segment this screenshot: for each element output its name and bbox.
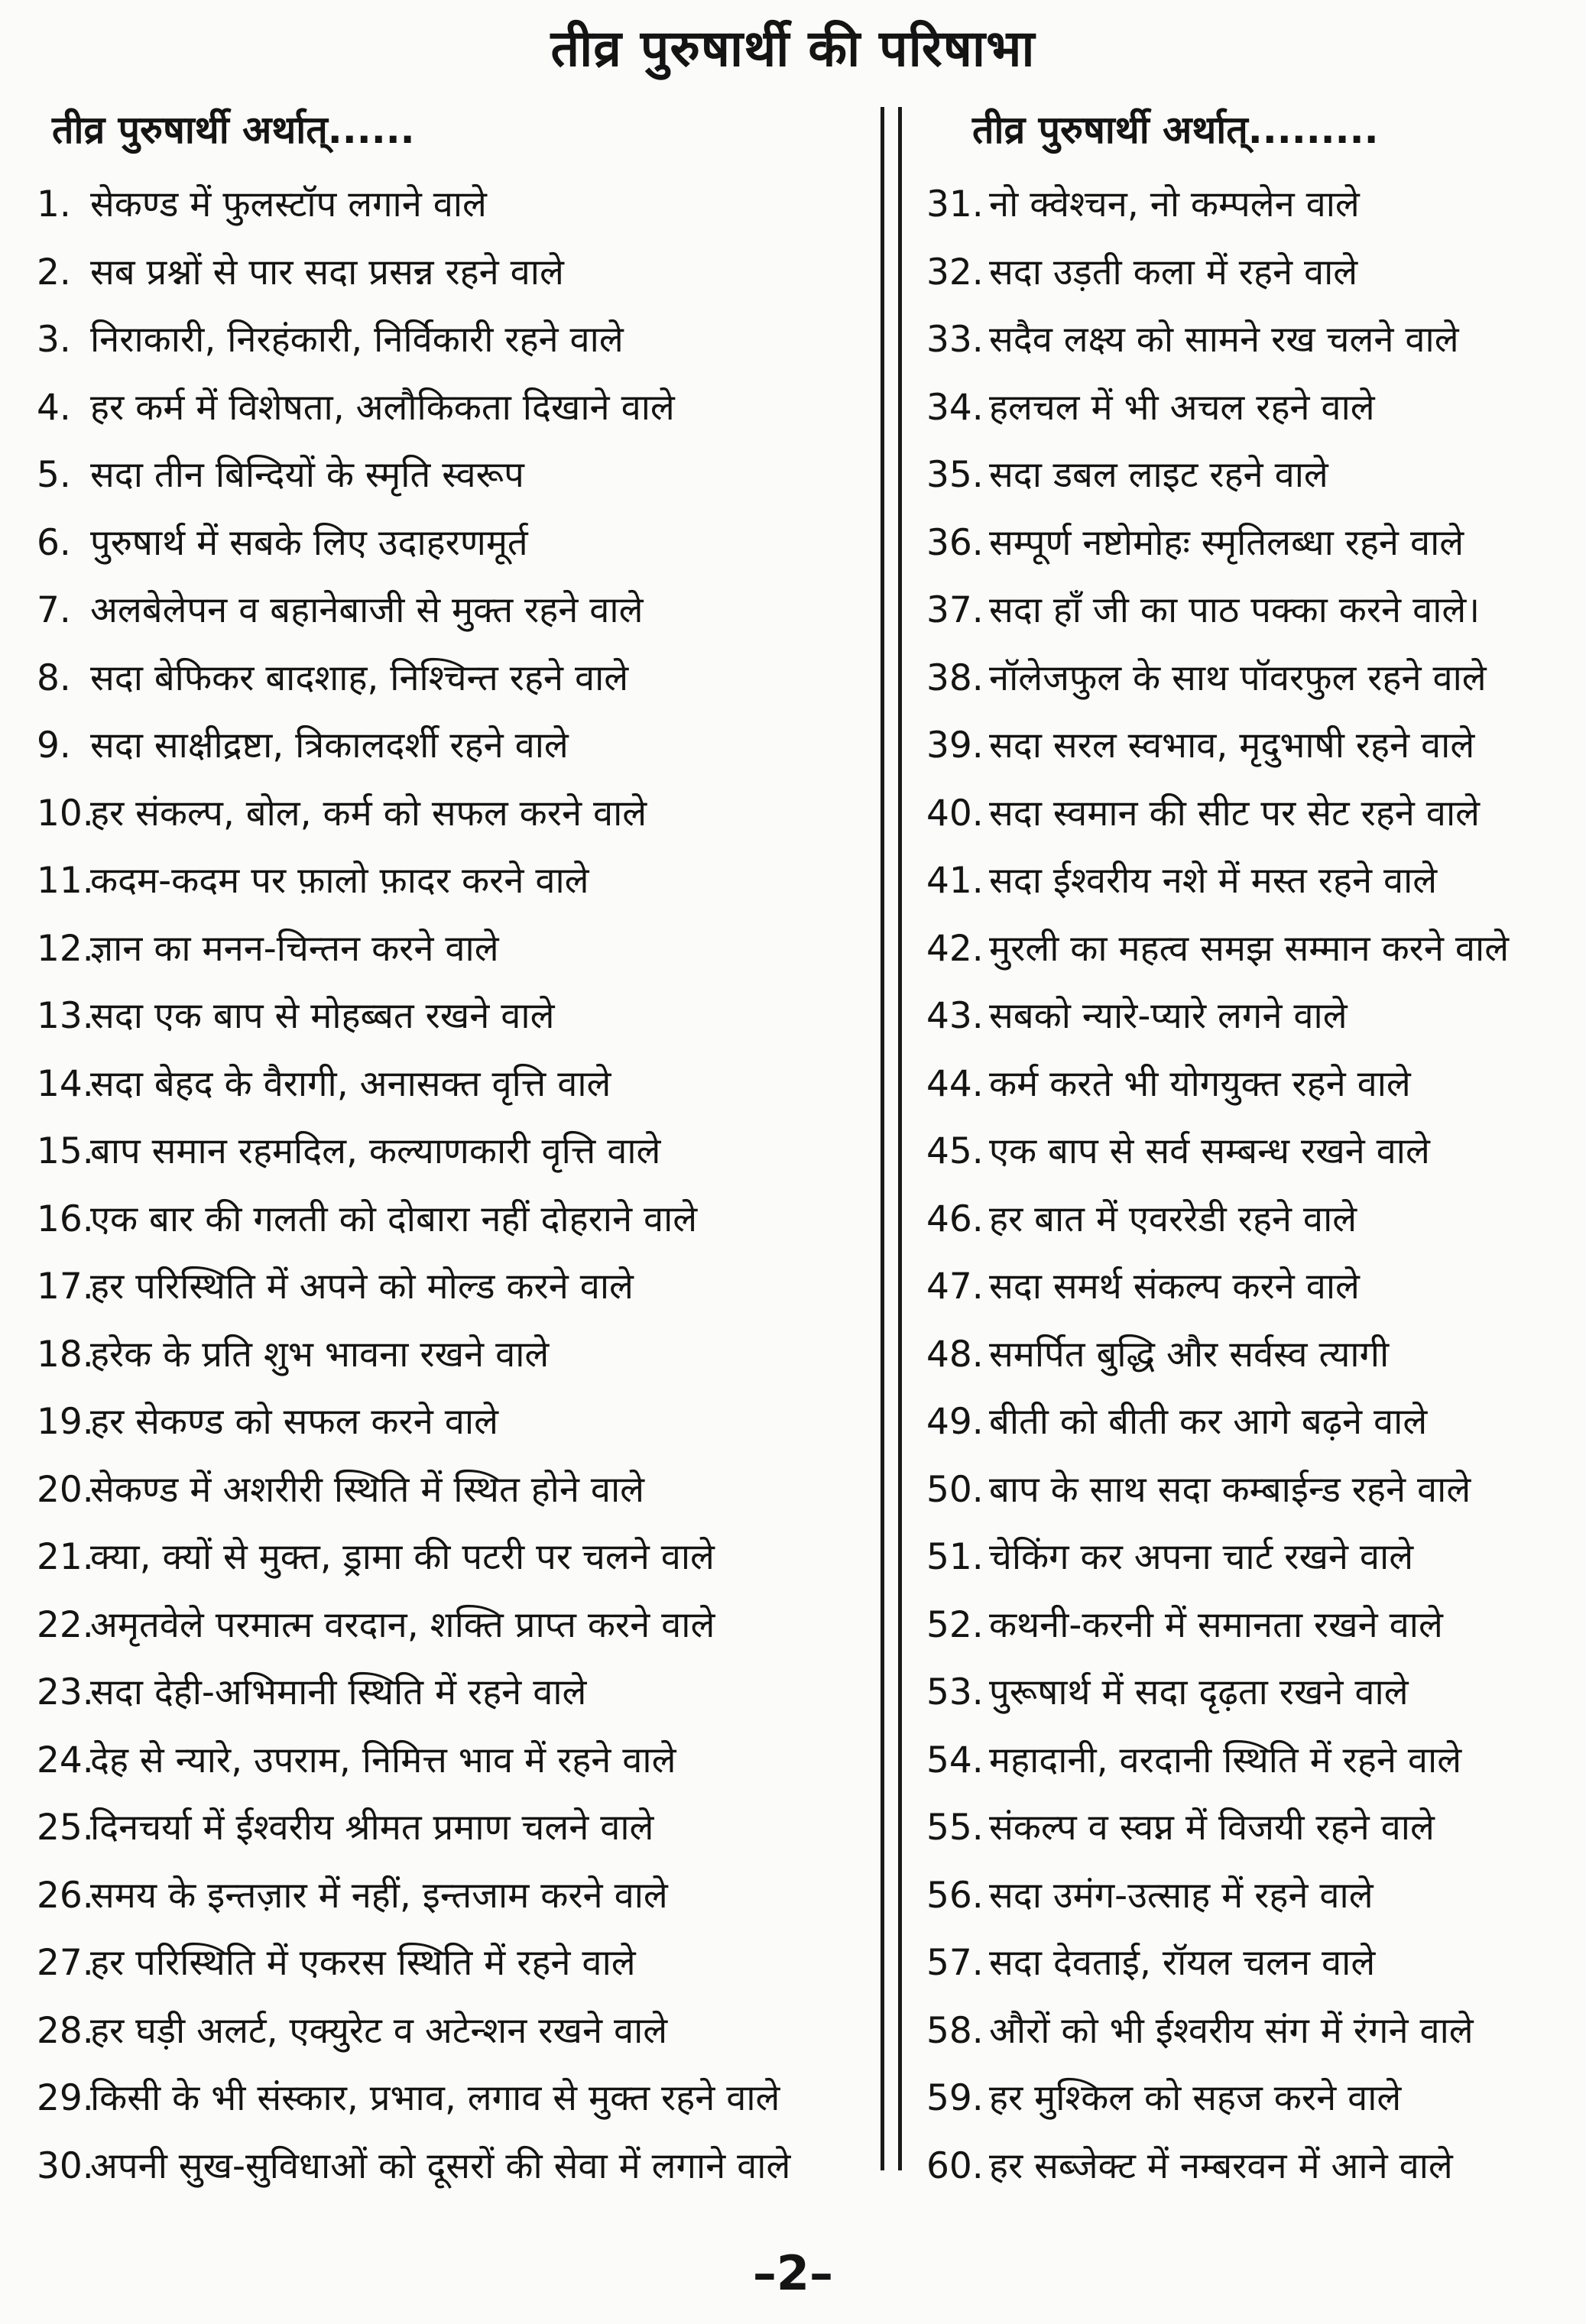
list-item [37, 2065, 870, 2133]
page-number: –2– [752, 2245, 834, 2301]
list-item [926, 645, 1568, 713]
item-text: बाप समान रहमदिल, कल्याणकारी वृत्ति वाले [90, 1130, 661, 1172]
item-text: कदम-कदम पर फ़ालो फ़ादर करने वाले [90, 860, 589, 902]
item-number: 47. [926, 1266, 984, 1308]
item-number: 52. [926, 1603, 984, 1646]
item-number: 45. [926, 1130, 984, 1172]
list-item [37, 1118, 870, 1186]
list-item [37, 1524, 870, 1592]
item-text: सदा तीन बिन्दियों के स्मृति स्वरूप [90, 454, 524, 496]
item-text: बीती को बीती कर आगे बढ़ने वाले [989, 1401, 1428, 1443]
item-text: सदैव लक्ष्य को सामने रख चलने वाले [989, 319, 1459, 361]
item-number: 25. [37, 1807, 94, 1849]
left-item-list [37, 171, 870, 2200]
item-number: 17. [37, 1266, 94, 1308]
list-item [926, 1118, 1568, 1186]
item-text: सदा डबल लाइट रहने वाले [989, 454, 1328, 496]
item-number: 10. [37, 792, 94, 835]
list-item [926, 1794, 1568, 1862]
item-number: 56. [926, 1874, 984, 1917]
list-item [926, 983, 1568, 1051]
list-item [926, 780, 1568, 848]
list-item [926, 1592, 1568, 1660]
item-number: 13. [37, 995, 94, 1037]
list-item [37, 712, 870, 780]
list-item [37, 306, 870, 374]
item-text: एक बाप से सर्व सम्बन्ध रखने वाले [989, 1130, 1430, 1172]
item-number: 1. [37, 183, 71, 225]
item-number: 48. [926, 1333, 984, 1376]
item-text: अपनी सुख-सुविधाओं को दूसरों की सेवा में लगाने वाले [90, 2144, 791, 2187]
list-item [926, 1998, 1568, 2066]
list-item [37, 1457, 870, 1525]
item-number: 7. [37, 589, 71, 631]
item-number: 42. [926, 927, 984, 970]
item-number: 58. [926, 2009, 984, 2052]
item-text: नो क्वेश्चन, नो कम्पलेन वाले [989, 183, 1360, 225]
item-text: क्या, क्यों से मुक्त, ड्रामा की पटरी पर चलने वाले [90, 1536, 715, 1578]
item-text: हर मुश्किल को सहज करने वाले [989, 2077, 1402, 2119]
item-text: कर्म करते भी योगयुक्त रहने वाले [989, 1062, 1411, 1105]
item-text: सदा स्वमान की सीट पर सेट रहने वाले [989, 792, 1480, 835]
item-text: सदा एक बाप से मोहब्बत रखने वाले [90, 995, 555, 1037]
item-number: 2. [37, 251, 71, 293]
item-number: 54. [926, 1739, 984, 1781]
list-item [926, 374, 1568, 442]
item-number: 16. [37, 1198, 94, 1240]
item-number: 44. [926, 1062, 984, 1105]
list-item [37, 1998, 870, 2066]
item-text: सदा देही-अभिमानी स्थिति में रहने वाले [90, 1671, 587, 1713]
item-number: 15. [37, 1130, 94, 1172]
item-number: 39. [926, 724, 984, 767]
item-text: किसी के भी संस्कार, प्रभाव, लगाव से मुक्त रहने वाले [90, 2077, 780, 2119]
item-text: सदा समर्थ संकल्प करने वाले [989, 1266, 1360, 1308]
item-text: हर बात में एवररेडी रहने वाले [989, 1198, 1357, 1240]
item-text: अमृतवेले परमात्म वरदान, शक्ति प्राप्त करने वाले [90, 1603, 715, 1646]
list-item [37, 1253, 870, 1321]
item-text: बाप के साथ सदा कम्बाईन्ड रहने वाले [989, 1468, 1471, 1511]
item-number: 41. [926, 860, 984, 902]
list-item [37, 577, 870, 645]
item-text: सेकण्ड में फुलस्टॉप लगाने वाले [90, 183, 487, 225]
item-text: हलचल में भी अचल रहने वाले [989, 386, 1375, 429]
list-item [926, 306, 1568, 374]
item-text: कथनी-करनी में समानता रखने वाले [989, 1603, 1443, 1646]
item-number: 11. [37, 860, 94, 902]
item-text: हर सब्जेक्ट में नम्बरवन में आने वाले [989, 2144, 1453, 2187]
list-item [926, 1524, 1568, 1592]
list-item [37, 983, 870, 1051]
list-item [926, 510, 1568, 578]
item-number: 37. [926, 589, 984, 631]
item-text: हर परिस्थिति में एकरस स्थिति में रहने वाले [90, 1942, 636, 1984]
item-number: 59. [926, 2077, 984, 2119]
list-item [37, 1592, 870, 1660]
list-item [926, 239, 1568, 307]
item-number: 8. [37, 656, 71, 699]
item-number: 57. [926, 1942, 984, 1984]
list-item [37, 1794, 870, 1862]
list-item [37, 1659, 870, 1727]
item-text: चेकिंग कर अपना चार्ट रखने वाले [989, 1536, 1414, 1578]
item-number: 21. [37, 1536, 94, 1578]
right-column-heading: तीव्र पुरुषार्थी अर्थात्......... [972, 108, 1379, 152]
list-item [37, 1862, 870, 1930]
item-number: 19. [37, 1401, 94, 1443]
list-item [926, 1659, 1568, 1727]
page-title: तीव्र पुरुषार्थी की परिषाभा [550, 19, 1036, 78]
item-number: 34. [926, 386, 984, 429]
item-text: संकल्प व स्वप्न में विजयी रहने वाले [989, 1807, 1435, 1849]
item-text: महादानी, वरदानी स्थिति में रहने वाले [989, 1739, 1462, 1781]
list-item [926, 1862, 1568, 1930]
right-column [926, 105, 1568, 2200]
list-item [926, 577, 1568, 645]
list-item [37, 239, 870, 307]
item-text: सब प्रश्नों से पार सदा प्रसन्न रहने वाले [90, 251, 564, 293]
list-item [37, 171, 870, 239]
list-item [37, 1186, 870, 1254]
item-number: 50. [926, 1468, 984, 1511]
item-number: 53. [926, 1671, 984, 1713]
list-item [37, 374, 870, 442]
item-text: ज्ञान का मनन-चिन्तन करने वाले [90, 927, 499, 970]
column-divider [881, 107, 884, 2170]
item-number: 33. [926, 319, 984, 361]
list-item [37, 1930, 870, 1998]
item-number: 9. [37, 724, 71, 767]
list-item [37, 442, 870, 510]
item-text: समर्पित बुद्धि और सर्वस्व त्यागी [989, 1333, 1390, 1376]
list-item [37, 2133, 870, 2201]
list-item [37, 1051, 870, 1119]
list-item [926, 2133, 1568, 2201]
item-text: सदा बेफिकर बादशाह, निश्चिन्त रहने वाले [90, 656, 629, 699]
item-text: हर घड़ी अलर्ट, एक्युरेट व अटेन्शन रखने वाले [90, 2009, 668, 2052]
item-number: 27. [37, 1942, 94, 1984]
item-text: हर संकल्प, बोल, कर्म को सफल करने वाले [90, 792, 647, 835]
list-item [926, 712, 1568, 780]
list-item [37, 848, 870, 916]
item-text: सदा ईश्वरीय नशे में मस्त रहने वाले [989, 860, 1438, 902]
left-column [37, 105, 870, 2200]
item-number: 22. [37, 1603, 94, 1646]
item-text: सम्पूर्ण नष्टोमोहः स्मृतिलब्धा रहने वाले [989, 521, 1464, 564]
item-number: 32. [926, 251, 984, 293]
list-item [37, 780, 870, 848]
list-item [926, 848, 1568, 916]
item-number: 51. [926, 1536, 984, 1578]
item-number: 23. [37, 1671, 94, 1713]
item-number: 26. [37, 1874, 94, 1917]
item-text: सदा देवताई, रॉयल चलन वाले [989, 1942, 1376, 1984]
list-item [926, 916, 1568, 984]
item-number: 14. [37, 1062, 94, 1105]
item-number: 49. [926, 1401, 984, 1443]
right-item-list [926, 171, 1568, 2200]
item-text: मुरली का महत्व समझ सम्मान करने वाले [989, 927, 1510, 970]
item-number: 24. [37, 1739, 94, 1781]
column-divider [898, 107, 902, 2170]
item-text: हर कर्म में विशेषता, अलौकिकता दिखाने वाले [90, 386, 675, 429]
list-item [926, 2065, 1568, 2133]
item-number: 38. [926, 656, 984, 699]
list-item [926, 442, 1568, 510]
list-item [37, 1389, 870, 1457]
item-text: अलबेलेपन व बहानेबाजी से मुक्त रहने वाले [90, 589, 644, 631]
list-item [37, 1321, 870, 1389]
item-text: पुरूषार्थ में सदा दृढ़ता रखने वाले [989, 1671, 1409, 1713]
item-text: दिनचर्या में ईश्वरीय श्रीमत प्रमाण चलने वाले [90, 1807, 654, 1849]
item-text: एक बार की गलती को दोबारा नहीं दोहराने वाले [90, 1198, 698, 1240]
item-text: सबको न्यारे-प्यारे लगने वाले [989, 995, 1348, 1037]
item-text: सेकण्ड में अशरीरी स्थिति में स्थित होने वाले [90, 1468, 645, 1511]
item-text: सदा बेहद के वैरागी, अनासक्त वृत्ति वाले [90, 1062, 611, 1105]
item-text: सदा उड़ती कला में रहने वाले [989, 251, 1358, 293]
item-number: 43. [926, 995, 984, 1037]
item-number: 35. [926, 454, 984, 496]
item-number: 40. [926, 792, 984, 835]
item-text: सदा साक्षीद्रष्टा, त्रिकालदर्शी रहने वाले [90, 724, 569, 767]
item-text: पुरुषार्थ में सबके लिए उदाहरणमूर्त [90, 521, 528, 564]
item-number: 12. [37, 927, 94, 970]
item-number: 31. [926, 183, 984, 225]
item-number: 18. [37, 1333, 94, 1376]
item-number: 20. [37, 1468, 94, 1511]
item-text: सदा सरल स्वभाव, मृदुभाषी रहने वाले [989, 724, 1475, 767]
list-item [37, 1727, 870, 1795]
list-item [926, 1321, 1568, 1389]
list-item [926, 1186, 1568, 1254]
item-text: हर सेकण्ड को सफल करने वाले [90, 1401, 498, 1443]
item-number: 46. [926, 1198, 984, 1240]
item-number: 29. [37, 2077, 94, 2119]
list-item [926, 1051, 1568, 1119]
item-text: निराकारी, निरहंकारी, निर्विकारी रहने वाले [90, 319, 624, 361]
list-item [37, 916, 870, 984]
list-item [926, 1253, 1568, 1321]
left-column-heading: तीव्र पुरुषार्थी अर्थात्...... [52, 108, 415, 152]
item-text: हर परिस्थिति में अपने को मोल्ड करने वाले [90, 1266, 634, 1308]
item-number: 4. [37, 386, 71, 429]
item-number: 36. [926, 521, 984, 564]
item-number: 5. [37, 454, 71, 496]
item-text: सदा हाँ जी का पाठ पक्का करने वाले। [989, 589, 1481, 631]
list-item [926, 1727, 1568, 1795]
item-text: नॉलेजफुल के साथ पॉवरफुल रहने वाले [989, 656, 1487, 699]
list-item [926, 1930, 1568, 1998]
item-text: हरेक के प्रति शुभ भावना रखने वाले [90, 1333, 550, 1376]
item-text: देह से न्यारे, उपराम, निमित्त भाव में रहने वाले [90, 1739, 676, 1781]
item-number: 3. [37, 319, 71, 361]
list-item [926, 171, 1568, 239]
list-item [37, 645, 870, 713]
item-number: 55. [926, 1807, 984, 1849]
item-text: औरों को भी ईश्वरीय संग में रंगने वाले [989, 2009, 1474, 2052]
item-number: 30. [37, 2144, 94, 2187]
list-item [926, 1389, 1568, 1457]
list-item [37, 510, 870, 578]
list-item [926, 1457, 1568, 1525]
item-number: 6. [37, 521, 71, 564]
item-number: 60. [926, 2144, 984, 2187]
item-text: समय के इन्तज़ार में नहीं, इन्तजाम करने वाले [90, 1874, 668, 1917]
item-text: सदा उमंग-उत्साह में रहने वाले [989, 1874, 1374, 1917]
item-number: 28. [37, 2009, 94, 2052]
